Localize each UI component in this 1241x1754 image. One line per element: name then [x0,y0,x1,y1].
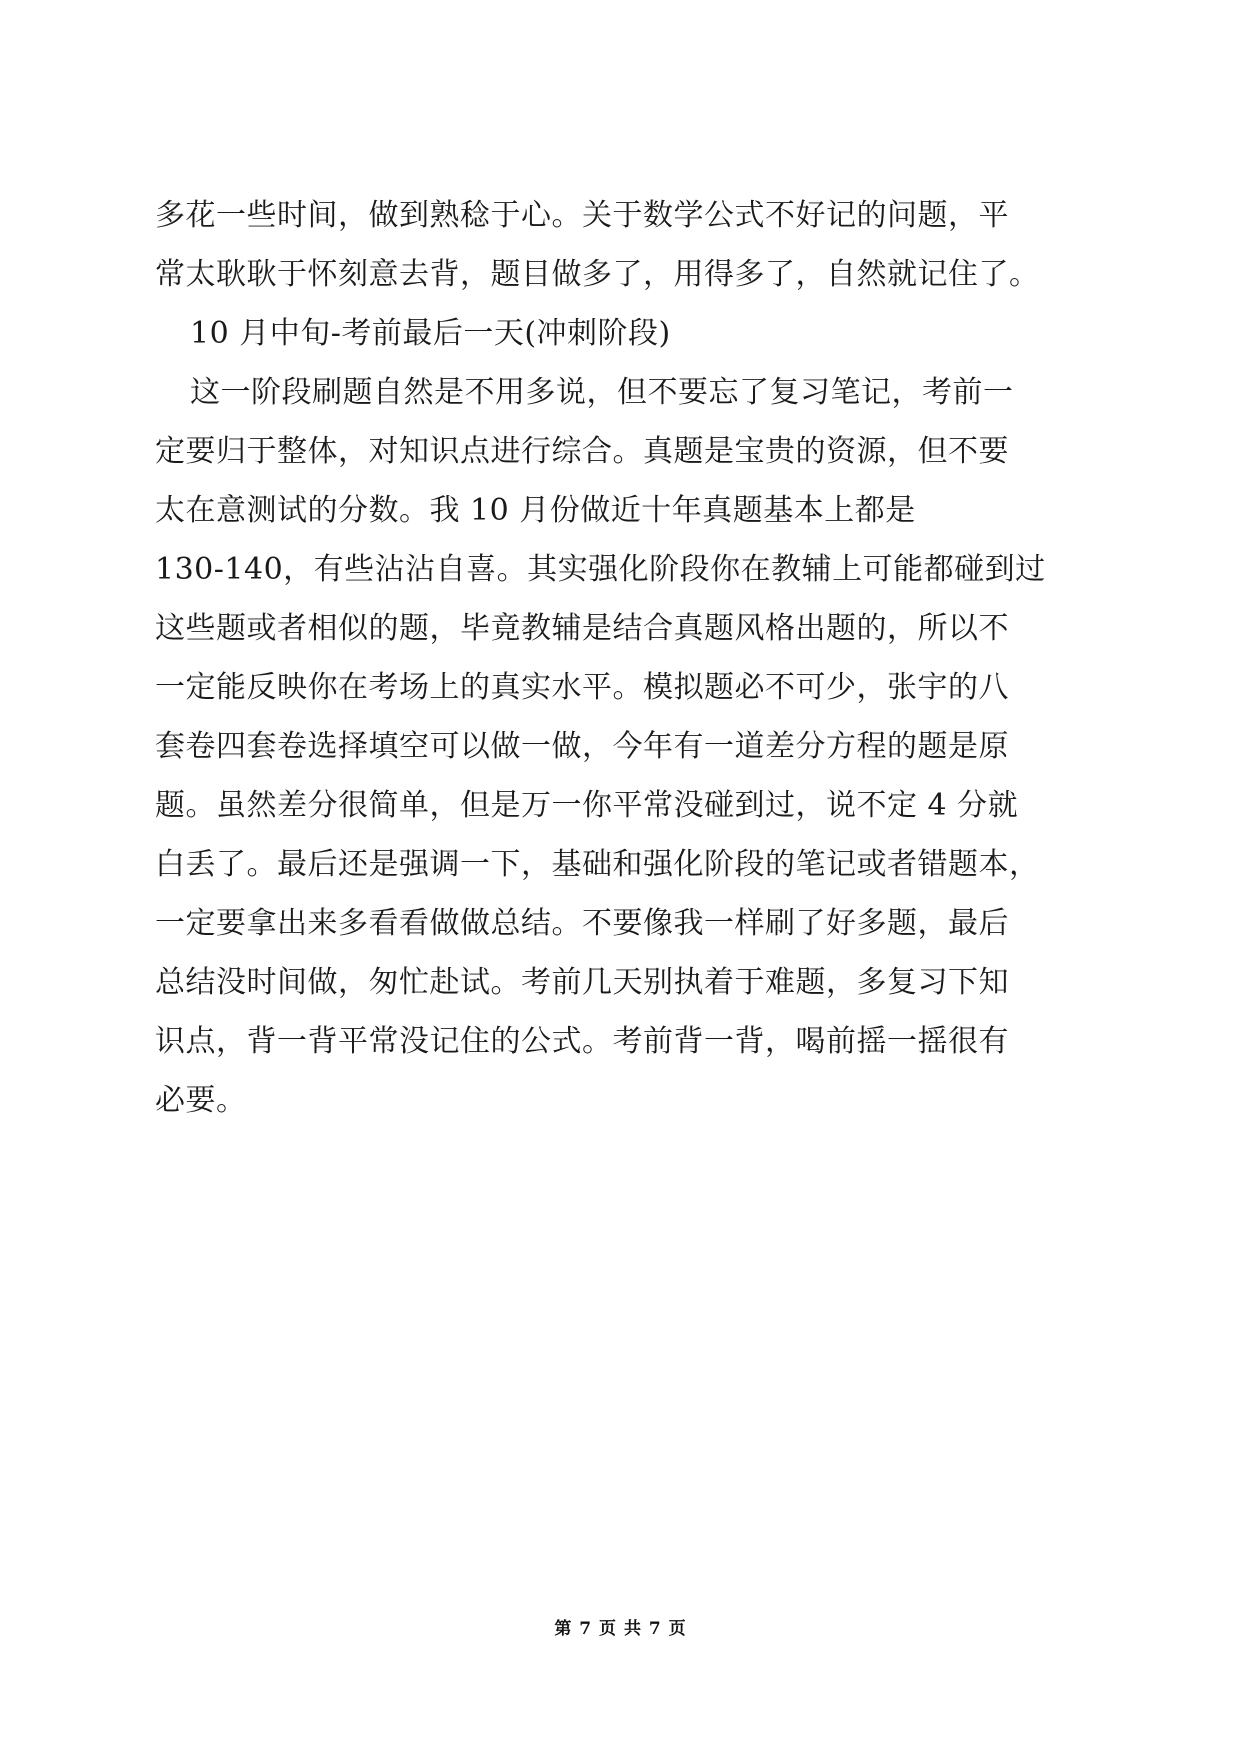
section-heading: 10 月中旬-考前最后一天(冲刺阶段) [190,316,671,351]
text-line: 题。虽然差分很简单，但是万一你平常没碰到过，说不定 4 分就 [155,788,1019,823]
text-line: 必要。 [155,1083,247,1118]
text-line: 这些题或者相似的题，毕竟教辅是结合真题风格出题的，所以不 [155,611,1009,646]
page-footer: 第 7 页 共 7 页 [554,1619,687,1639]
text-line: 识点，背一背平常没记住的公式。考前背一背，喝前摇一摇很有 [155,1024,1009,1059]
text-line: 130-140，有些沾沾自喜。其实强化阶段你在教辅上可能都碰到过 [155,552,1046,587]
text-line: 一定能反映你在考场上的真实水平。模拟题必不可少，张宇的八 [155,670,1009,705]
text-line: 定要归于整体，对知识点进行综合。真题是宝贵的资源，但不要 [155,434,1009,469]
text-line: 太在意测试的分数。我 10 月份做近十年真题基本上都是 [155,493,916,528]
text-line: 套卷四套卷选择填空可以做一做，今年有一道差分方程的题是原 [155,729,1009,764]
body-text [155,186,1095,1130]
text-line: 总结没时间做，匆忙赴试。考前几天别执着于难题，多复习下知 [155,965,1009,1000]
text-line: 一定要拿出来多看看做做总结。不要像我一样刷了好多题，最后 [155,906,1009,941]
text-line: 白丢了。最后还是强调一下，基础和强化阶段的笔记或者错题本， [155,847,1040,882]
text-line: 这一阶段刷题自然是不用多说，但不要忘了复习笔记，考前一 [190,375,1014,410]
text-line: 常太耿耿于怀刻意去背，题目做多了，用得多了，自然就记住了。 [155,257,1040,292]
text-line: 多花一些时间，做到熟稔于心。关于数学公式不好记的问题，平 [155,198,1009,233]
